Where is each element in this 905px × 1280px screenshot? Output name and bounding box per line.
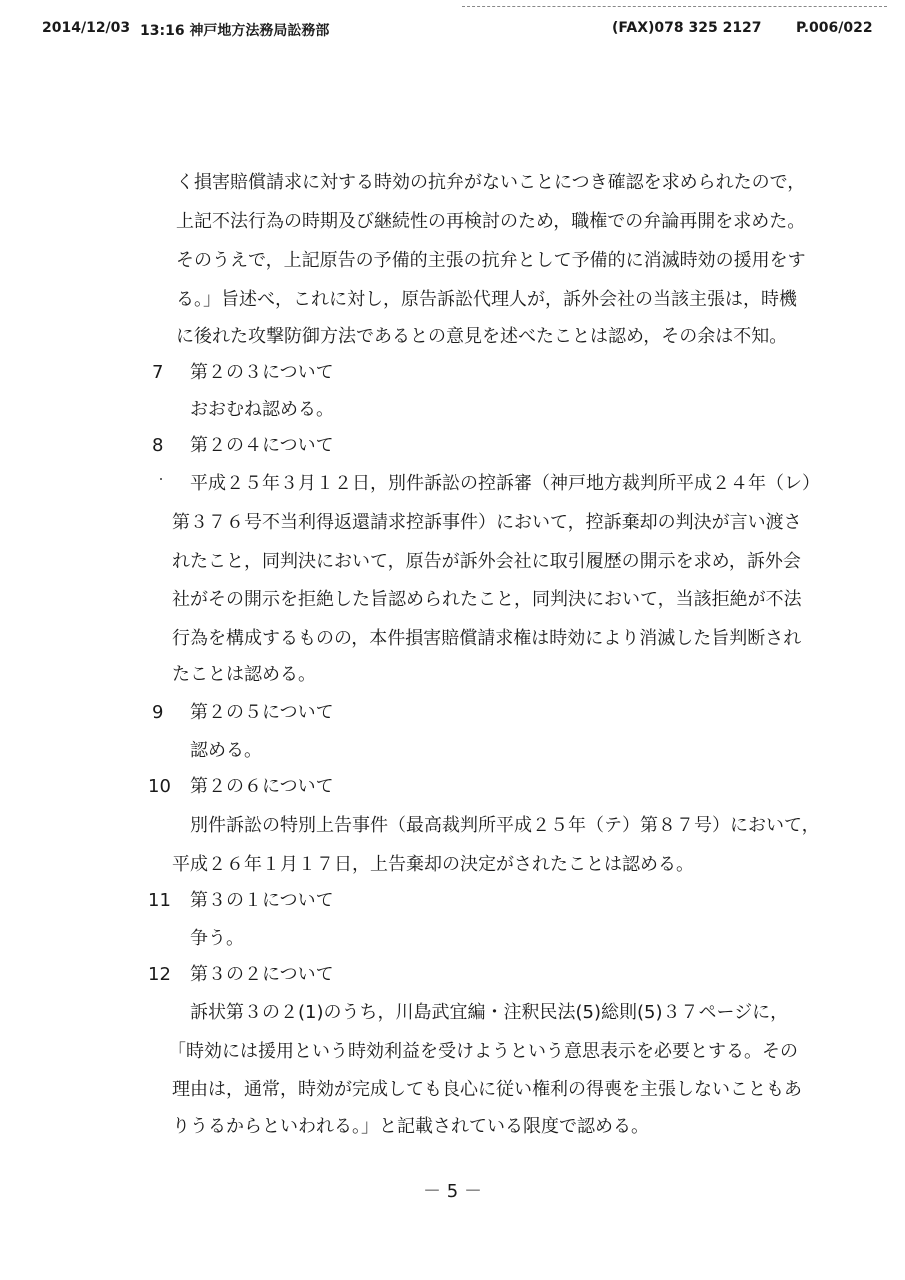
section-heading: 第３の２について (190, 964, 334, 985)
section-heading: 第２の３について (190, 362, 334, 383)
section-line: 別件訴訟の特別上告事件（最高裁判所平成２５年（テ）第８７号）において， (190, 815, 820, 836)
section-line: 第３７６号不当利得返還請求控訴事件）において，控訴棄却の判決が言い渡さ (172, 512, 802, 533)
section-line: 認める。 (190, 740, 262, 761)
body-line: 上記不法行為の時期及び継続性の再検討のため，職権での弁論再開を求めた。 (176, 211, 806, 232)
section-heading: 第２の４について (190, 435, 334, 456)
section-line: 争う。 (190, 928, 244, 949)
section-line: れたこと，同判決において，原告が訴外会社に取引履歴の開示を求め，訴外会 (172, 551, 801, 572)
section-number: 10 (148, 776, 171, 797)
section-line: 理由は，通常，時効が完成しても良心に従い権利の得喪を主張しないこともあ (172, 1079, 802, 1100)
section-line: 平成２５年３月１２日，別件訴訟の控訴審（神戸地方裁判所平成２４年（レ） (190, 473, 820, 494)
page-number: － 5 － (423, 1181, 482, 1202)
fax-page: P.006/022 (796, 20, 873, 36)
section-number: 11 (148, 890, 171, 911)
section-line: おおむね認める。 (190, 399, 334, 420)
body-line: る。」旨述べ，これに対し，原告訴訟代理人が，訴外会社の当該主張は，時機 (176, 289, 797, 310)
body-line: そのうえで，上記原告の予備的主張の抗弁として予備的に消滅時効の援用をす (176, 250, 806, 271)
body-line: く損害賠償請求に対する時効の抗弁がないことにつき確認を求められたので， (176, 172, 806, 193)
section-heading: 第３の１について (190, 890, 334, 911)
section-number: 9 (152, 702, 164, 723)
section-number: 7 (152, 362, 164, 383)
section-heading: 第２の５について (190, 702, 334, 723)
section-line: 「時効には援用という時効利益を受けようという意思表示を必要とする。その (168, 1041, 798, 1062)
fax-number: (FAX)078 325 2127 (612, 20, 762, 36)
body-line: に後れた攻撃防御方法であるとの意見を述べたことは認め，その余は不知。 (176, 326, 788, 347)
section-line: たことは認める。 (172, 664, 316, 685)
section-line: 平成２６年１月１７日，上告棄却の決定がされたことは認める。 (172, 854, 694, 875)
section-line: 行為を構成するものの，本件損害賠償請求権は時効により消滅した旨判断され (172, 628, 802, 649)
fax-header (0, 20, 905, 44)
section-line: 訴状第３の２(1)のうち，川島武宜編・注釈民法(5)総則(5)３７ページに， (190, 1002, 789, 1023)
section-line: 社がその開示を拒絶した旨認められたこと，同判決において，当該拒絶が不法 (172, 589, 802, 610)
section-heading: 第２の６について (190, 776, 334, 797)
section-line: りうるからといわれる。」と記載されている限度で認める。 (172, 1116, 649, 1137)
header-rule (462, 6, 887, 7)
section-number: 12 (148, 964, 171, 985)
scan-speck (160, 478, 162, 480)
section-number: 8 (152, 435, 164, 456)
fax-date: 2014/12/03 (42, 20, 131, 36)
fax-time-sender: 13:16 神戸地方法務局訟務部 (140, 23, 330, 39)
